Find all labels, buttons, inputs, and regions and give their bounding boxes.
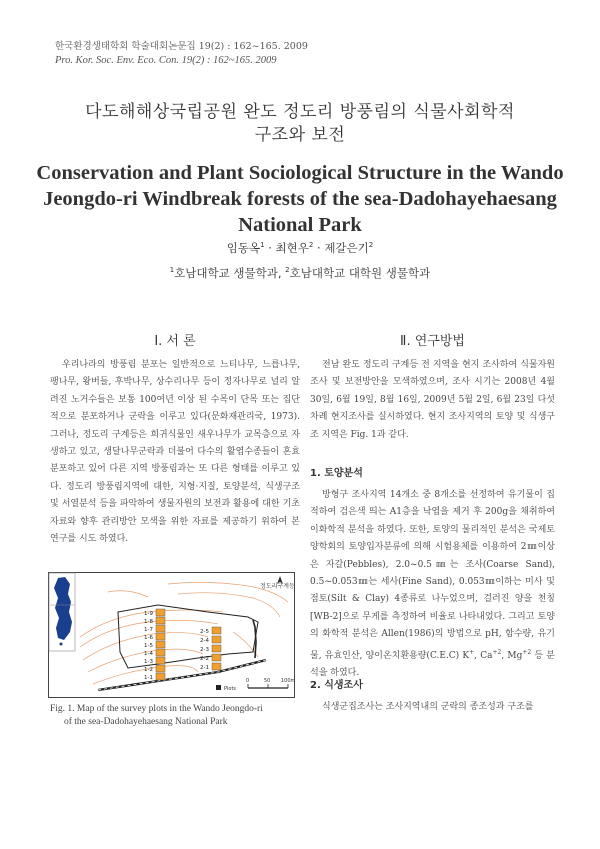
plot-marker (212, 627, 221, 634)
journal-header-en: Pro. Kor. Soc. Env. Eco. Con. 19(2) : 162~165. 2009 (55, 55, 277, 66)
author-mark: 1 (260, 241, 265, 250)
plot-marker (156, 617, 165, 624)
soil-text: 방형구 조사지역 14개소 중 8개소를 선정하여 유기물이 집적하여 검은색 띄는 A1층을 낙엽을 제거 후 200g을 채취하여 이화학적 분석을 하였다. 또한, 토양의 물리적인 분석은 국제토양학회의 토양입자분류에 의해 시험용체를 이용하여 2㎜이상은 자갈(Pebbles), 2.0~0.5㎜는 조사(Coarse Sand), 0.5~0.053㎜는 세사(Fine Sand), 0.053㎜이하는 미사 및 점토(Silt & Clay) 4종류로 나누었으며, 걸러진 양을 천칭[WB-2]으로 무게를 측정하여 비율로 나타내었다. 그리고 토양의 화학적 분석은 Allen(1986)의 방법으로 pH, 함수량, 유기물, 유효인산, 양이온치환용량(C.E.C) K (310, 490, 555, 661)
intro-heading: Ⅰ. 서 론 (154, 334, 196, 349)
plot-label: 1-5 (144, 643, 153, 649)
plot-marker (212, 645, 221, 652)
plot-label: 1-4 (144, 651, 153, 657)
plot-label: 2-2 (200, 656, 209, 662)
soil-paragraph (310, 487, 555, 682)
plot-label: 1-2 (144, 667, 153, 673)
plot-label: 1-8 (144, 619, 153, 625)
title-ko-line1: 다도해해상국립공원 완도 정도리 방풍림의 식물사회학적 (85, 102, 515, 122)
plot-marker (156, 673, 165, 680)
plots-legend-marker (216, 685, 221, 690)
method-paragraph: 전남 완도 정도리 구계등 전 지역을 현지 조사하여 식물자원 조사 및 보전방안을 모색하였으며, 조사 시기는 2008년 4월 30일, 6월 19일, 8월 16일, 2009년 5월 2일, 6월 23일 다섯 차례 현지조사를 실시하였다. 현지 조사지역의 토양 및 식생구조 지역은 Fig. 1과 같다. (310, 360, 555, 440)
title-en-line1: Conservation and Plant Sociological Structure in the Wando (36, 162, 564, 184)
plot-marker (156, 657, 165, 664)
korea-inset-map (49, 573, 75, 651)
affil-mark: 1 (169, 266, 175, 275)
affil-mark: 2 (285, 266, 290, 275)
plot-label: 2-5 (200, 629, 209, 635)
plot-marker (156, 649, 165, 656)
journal-header-ko: 한국환경생태학회 학술대회논문집 19(2) : 162~165. 2009 (55, 41, 308, 52)
plot-marker (156, 633, 165, 640)
plot-label: 2-1 (200, 665, 209, 671)
survey-map-figure (48, 572, 295, 698)
method-heading: Ⅱ. 연구방법 (400, 334, 465, 349)
author-name: 제갈은기 (324, 241, 369, 255)
plot-label: 2-4 (200, 638, 209, 644)
author-mark: 2 (368, 241, 374, 250)
soil-text-end: 등 분석을 하였다. (310, 650, 555, 679)
plots-legend-label: Plots (224, 686, 237, 692)
affiliation: 호남대학교 생물학과, (174, 266, 286, 280)
vegetation-heading: 2. 식생조사 (310, 680, 363, 691)
plot-marker (212, 663, 221, 670)
soil-sup-k: + (469, 648, 475, 656)
author-sep: · (264, 241, 276, 255)
figure-caption-line2: of the sea-Dadohayehaesang National Park (64, 717, 228, 727)
affiliation: 호남대학교 대학원 생물학과 (289, 266, 431, 280)
author-sep: · (313, 241, 325, 255)
plot-label: 1-3 (144, 659, 153, 665)
plot-marker (156, 641, 165, 648)
vegetation-paragraph: 식생군집조사는 조사지역내의 군락의 종조성과 구조를 (322, 702, 534, 712)
plot-marker (156, 609, 165, 616)
plot-label: 2-3 (200, 647, 209, 653)
author-name: 임동옥 (226, 241, 261, 255)
plot-marker (156, 625, 165, 632)
scale-label: 0 (246, 678, 250, 684)
soil-text-tail: , Ca (474, 650, 493, 661)
author-mark: 2 (308, 241, 314, 250)
plot-label: 1-9 (144, 611, 153, 617)
plot-marker (212, 654, 221, 661)
plot-label: 1-6 (144, 635, 153, 641)
soil-sup-ca: +2 (492, 648, 502, 656)
plot-label: 1-7 (144, 627, 153, 633)
place-label: 정도리구계등 (260, 583, 295, 590)
author-list (0, 240, 600, 256)
affiliation-line (0, 265, 600, 281)
title-en-line2: Jeongdo-ri Windbreak forests of the sea-Dadohayehaesang (43, 188, 557, 210)
scale-label: 50 (264, 678, 271, 684)
title-en-line3: National Park (238, 214, 362, 236)
figure-caption-line1: Fig. 1. Map of the survey plots in the Wando Jeongdo-ri (50, 704, 263, 714)
plot-marker (212, 636, 221, 643)
soil-text-tail2: , Mg (501, 650, 523, 661)
soil-sup-mg: +2 (522, 648, 532, 656)
title-ko-line2: 구조와 보전 (254, 125, 346, 145)
plot-label: 1-1 (144, 675, 153, 681)
intro-paragraph: 우리나라의 방풍림 분포는 일반적으로 느티나무, 느릅나무, 팽나무, 왕버들, 후박나무, 상수리나무 등이 정자나무로 널리 알려진 노거수들은 보통 100여년 이상 된 수목이 단목 또는 집단적으로 분포하거나 군락을 이루고 있다(문화재관리국, 1973). 그러나, 정도리 구계등은 희귀식물인 새우나무가 교목층으로 자생하고 있고, 생달나무군락과 더불어 다수의 활엽수종들이 혼효 분포하고 있어 다른 지역 방풍림과는 또 다른 형태를 이루고 있다. 정도리 방풍림지역에 대한, 지형·지질, 토양분석, 식생구조 및 서열분석 등을 파악하여 생물자원의 보전과 활용에 대한 기초자료와 향후 관리방안 모색을 위한 자료를 제공하기 위하여 본 연구를 시도 하였다. (50, 360, 300, 545)
scale-label: 100m (281, 678, 295, 684)
author-name: 최현우 (275, 241, 309, 255)
soil-heading: 1. 토양분석 (310, 468, 363, 479)
plot-marker (156, 665, 165, 672)
